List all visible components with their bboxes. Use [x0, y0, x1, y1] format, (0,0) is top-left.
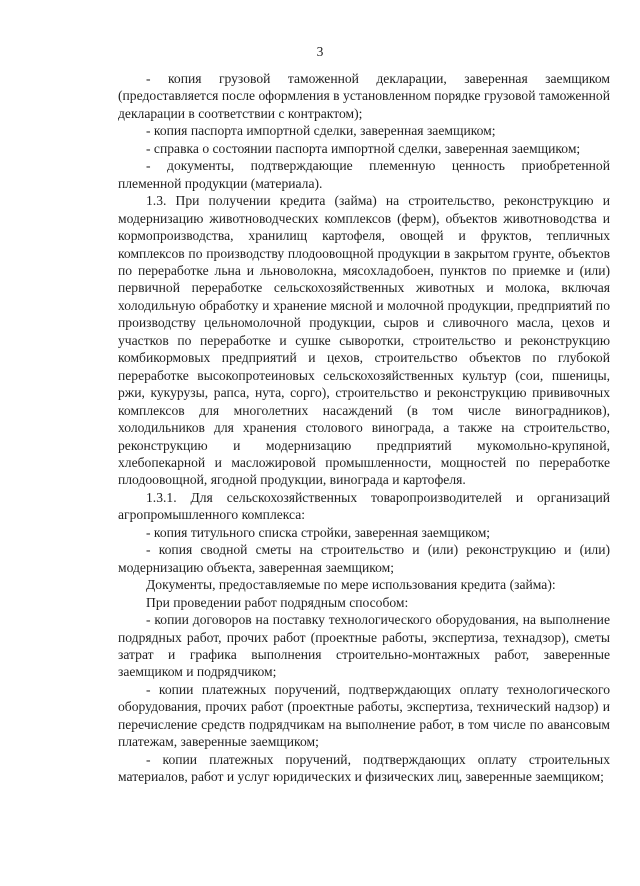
paragraph-import-passport-status: - справка о состоянии паспорта импортной сделки, заверенная заемщиком;	[146, 140, 581, 156]
paragraph-documents-heading: Документы, предоставляемые по мере использования кредита (займа):	[146, 577, 556, 593]
document-body	[118, 70, 610, 786]
paragraph-contract-method-heading: При проведении работ подрядным способом:	[146, 594, 409, 610]
paragraph-supply-contracts: - копии договоров на поставку технологического оборудования, на выполнение подрядных работ, прочих работ (проектные работы, экспертиза, технадзор), сметы затрат и графика выполнения строительно-монтажных работ, заверенные заемщиком и подрядчиком;	[118, 612, 610, 680]
paragraph-summary-estimate-copy: - копия сводной сметы на строительство и (или) реконструкцию и (или) модернизацию объекта, заверенная заемщиком;	[118, 542, 610, 575]
paragraph-customs-declaration: - копия грузовой таможенной декларации, заверенная заемщиком (предоставляется после оформления в установленном порядке грузовой таможенной декларации в соответствии с контрактом);	[118, 71, 610, 121]
paragraph-title-list-copy: - копия титульного списка стройки, заверенная заемщиком;	[146, 524, 491, 540]
page-number: 3	[316, 44, 324, 59]
paragraph-import-passport-copy: - копия паспорта импортной сделки, заверенная заемщиком;	[146, 123, 496, 139]
paragraph-breeding-value-documents: - документы, подтверждающие племенную ценность приобретенной племенной продукции (материала).	[118, 158, 610, 191]
paragraph-section-1-3-1: 1.3.1. Для сельскохозяйственных товаропроизводителей и организаций агропромышленного комплекса:	[118, 489, 610, 523]
paragraph-section-1-3: 1.3. При получении кредита (займа) на строительство, реконструкцию и модернизацию животноводческих комплексов (ферм), объектов животноводства и кормопроизводства, хранилищ картофеля, овощей и фруктов, тепличных комплексов по производству плодоовощной продукции в закрытом грунте, объектов по переработке льна и льноволокна, мясохладобоен, пунктов по приемке и (или) первичной переработке сельскохозяйственных животных и молока, включая холодильную обработку и хранение мясной и молочной продукции, предприятий по производству цельномолочной продукции, сыров и сливочного масла, цехов и участков по переработке и сушке сыворотки, строительство и реконструкцию комбикормовых предприятий и цехов, строительство объектов по глубокой переработке высокопротеиновых сельскохозяйственных культур (сои, пшеницы, ржи, кукурузы, рапса, нута, сорго), строительство и реконструкцию прививочных комплексов для многолетних насаждений (в том числе виноградников), холодильников для хранения столового винограда, а также на строительство, реконструкцию и модернизацию предприятий мукомольно-крупяной, хлебопекарной и масложировой промышленности, мощностей по переработке плодоовощной, ягодной продукции, винограда и картофеля.	[118, 193, 610, 488]
paragraph-payment-orders-materials: - копии платежных поручений, подтверждающих оплату строительных материалов, работ и услуг юридических и физических лиц, заверенные заемщиком;	[118, 751, 610, 785]
paragraph-payment-orders-equipment: - копии платежных поручений, подтверждающих оплату технологического оборудования, прочих работ (проектные работы, экспертиза, технический надзор) и перечисление средств подрядчикам на выполнение работ, в том числе по авансовым платежам, заверенные заемщиком;	[118, 681, 610, 750]
